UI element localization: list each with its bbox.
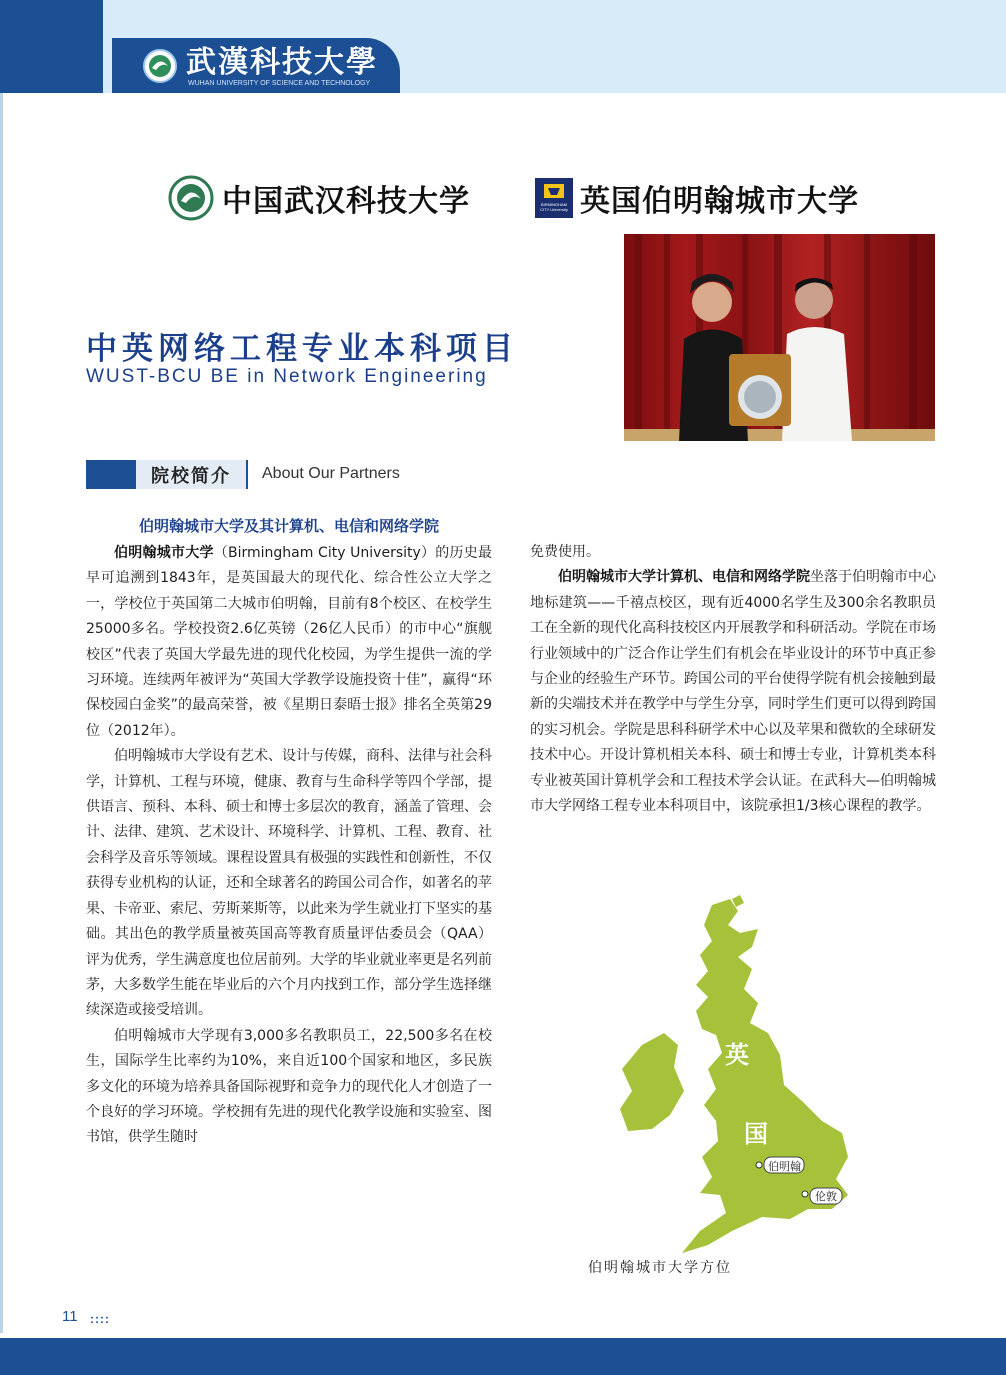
partner-wust bbox=[168, 178, 470, 218]
ceremony-illustration bbox=[624, 234, 935, 441]
paragraph-school-text: 坐落于伯明翰市中心地标建筑——千禧点校区，现有近4000名学生及300余名教职员工在全新的现代化高科技校区内开展教学和科研活动。学院在市场行业领域中的广泛合作让学生们有机会在毕业设计的环节中真正参与企业的经验生产环节。跨国公司的平台使得学院有机会接触到最新的尖端技术并在教学中与学生分享，同时学生们更可以得到跨国的实习机会。学院是思科科研学术中心以及苹果和微软的全球研发技术中心。开设计算机相关本科、硕士和博士专业，计算机类本科专业被英国计算机学会和工程技术学会认证。在武科大—伯明翰城市大学网络工程专业本科项目中，该院承担1/3核心课程的教学。 bbox=[530, 569, 936, 815]
wust-logo-icon bbox=[142, 48, 178, 84]
paragraph-school bbox=[530, 565, 936, 819]
page-number: 11 bbox=[62, 1308, 78, 1325]
bcu-badge-text: BIRMINGHAM CITY University bbox=[540, 202, 568, 212]
map-label-guo: 国 bbox=[744, 1120, 768, 1148]
birmingham-marker bbox=[756, 1162, 762, 1168]
header-left-strip bbox=[0, 0, 103, 93]
article-right-column bbox=[530, 540, 936, 819]
paragraph-school-lead: 伯明翰城市大学计算机、电信和网络学院 bbox=[558, 569, 810, 586]
paragraph-history bbox=[86, 541, 492, 744]
page-dots: :::: bbox=[90, 1312, 110, 1326]
wust-seal-icon bbox=[168, 175, 214, 221]
birmingham-label: 伯明翰 bbox=[768, 1160, 801, 1173]
header-university-name: 武漢科技大學 bbox=[186, 45, 378, 80]
section-bar bbox=[86, 460, 136, 489]
header-university-english: WUHAN UNIVERSITY OF SCIENCE AND TECHNOLOGY bbox=[188, 80, 371, 87]
paragraph-campus: 伯明翰城市大学现有3,000多名教职员工，22,500多名在校生，国际学生比率约为10%，来自近100个国家和地区，多民族多文化的环境为培养具备国际视野和竞争力的现代化人才创造了一个良好的学习环境。学校拥有先进的现代化教学设施和实验室、图书馆，供学生随时 bbox=[86, 1027, 492, 1146]
paragraph-history-lead: 伯明翰城市大学 bbox=[114, 545, 214, 561]
london-marker bbox=[802, 1191, 808, 1197]
footer-band bbox=[0, 1338, 1006, 1375]
partner-wust-name: 中国武汉科技大学 bbox=[222, 184, 470, 219]
section-label-english: About Our Partners bbox=[262, 465, 400, 482]
ceremony-photo bbox=[624, 234, 935, 441]
paragraph-faculties: 伯明翰城市大学设有艺术、设计与传媒，商科、法律与社会科学，计算机、工程与环境，健康、教育与生命科学等四个学部，提供语言、预科、本科、硕士和博士多层次的教育，涵盖了管理、会计、法律、建筑、艺术设计、环境科学、计算机、工程、教育、社会科学及音乐等领域。课程设置具有极强的实践性和创新性，不仅获得专业机构的认证，还和全球著名的跨国公司合作，如著名的苹果、卡帝亚、索尼、劳斯莱斯等，以此来为学生就业打下坚实的基础。其出色的教学质量被英国高等教育质量评估委员会（QAA）评为优秀，学生满意度也位居前列。大学的毕业就业率更是名列前茅，大多数学生能在毕业后的六个月内找到工作，部分学生选择继续深造或接受培训。 bbox=[86, 748, 492, 1019]
partner-bcu-name: 英国伯明翰城市大学 bbox=[580, 184, 859, 219]
article-heading: 伯明翰城市大学及其计算机、电信和网络学院 bbox=[138, 517, 439, 535]
partner-bcu bbox=[535, 178, 859, 218]
london-label: 伦敦 bbox=[815, 1190, 837, 1203]
program-subtitle: WUST-BCU BE in Network Engineering bbox=[86, 366, 488, 387]
bcu-badge-icon bbox=[535, 178, 573, 218]
paragraph-history-text: （Birmingham City University）的历史最早可追溯到1843年，是英国最大的现代化、综合性公立大学之一，学校位于英国第二大城市伯明翰，目前有8个校区、在校学生25000多名。学校投资2.6亿英镑（26亿人民币）的市中心“旗舰校区”代表了英国大学最先进的现代化校园，为学生提供一流的学习环境。连续两年被评为“英国大学教学设施投资十佳”，赢得“环保校园白金奖”的最高荣誉，被《星期日泰晤士报》排名全英第29位（2012年）。 bbox=[86, 545, 493, 739]
article-left-column bbox=[86, 511, 492, 1151]
ireland-land bbox=[620, 1033, 684, 1131]
section-label: 院校简介 bbox=[136, 460, 248, 489]
uk-map bbox=[612, 895, 902, 1260]
map-caption: 伯明翰城市大学方位 bbox=[588, 1260, 732, 1276]
program-title: 中英网络工程专业本科项目 bbox=[86, 331, 518, 367]
paragraph-campus-continued: 免费使用。 bbox=[530, 544, 600, 560]
map-label-ying: 英 bbox=[725, 1041, 749, 1069]
left-rule bbox=[0, 93, 3, 1333]
